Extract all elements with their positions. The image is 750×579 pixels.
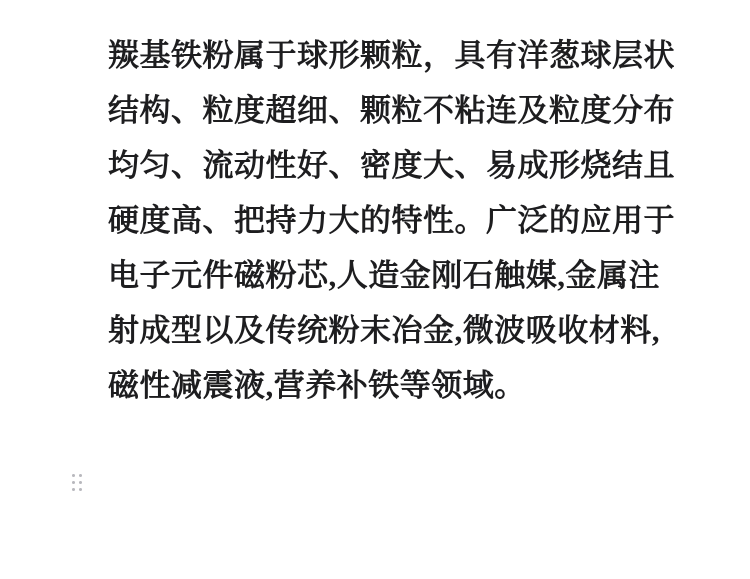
drag-dots-icon[interactable] [72, 470, 82, 494]
drag-dot [72, 474, 75, 477]
drag-dot [72, 488, 75, 491]
drag-dot [79, 481, 82, 484]
drag-dot [79, 488, 82, 491]
drag-dot [72, 481, 75, 484]
body-paragraph: 羰基铁粉属于球形颗粒，具有洋葱球层状结构、粒度超细、颗粒不粘连及粒度分布均匀、流动性好、密度大、易成形烧结且硬度高、把持力大的特性。广泛的应用于电子元件磁粉芯,人造金刚石触媒,金属注射成型以及传统粉末冶金,微波吸收材料,磁性减震液,营养补铁等领域。 [108, 38, 675, 403]
drag-dot [79, 474, 82, 477]
text-block[interactable] [108, 28, 688, 413]
